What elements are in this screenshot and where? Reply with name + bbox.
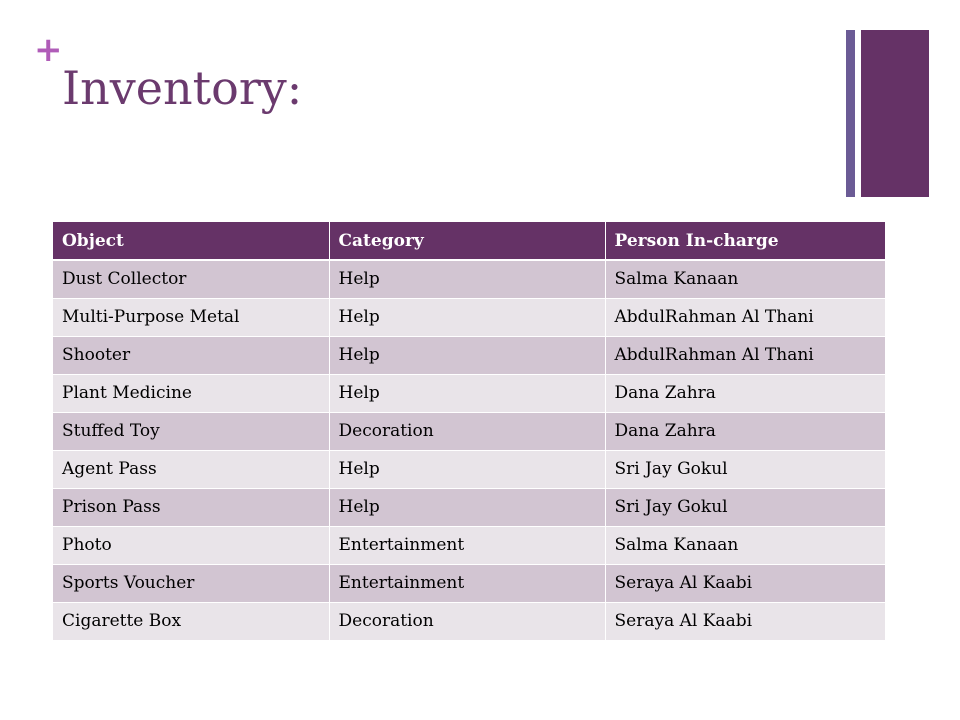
cell-category: Decoration (329, 602, 605, 640)
table-row (53, 602, 885, 640)
cell-object: Cigarette Box (53, 602, 329, 640)
cell-category: Entertainment (329, 526, 605, 564)
cell-person: Dana Zahra (605, 374, 885, 412)
cell-object: Stuffed Toy (53, 412, 329, 450)
cell-person: Sri Jay Gokul (605, 488, 885, 526)
cell-category: Help (329, 374, 605, 412)
cell-person: Seraya Al Kaabi (605, 564, 885, 602)
table-row (53, 450, 885, 488)
cell-person: Salma Kanaan (605, 526, 885, 564)
header-object: Object (53, 222, 329, 260)
cell-category: Help (329, 336, 605, 374)
table-row (53, 526, 885, 564)
decorative-bar-thin (846, 30, 855, 197)
table-row (53, 412, 885, 450)
cell-object: Sports Voucher (53, 564, 329, 602)
cell-person: Dana Zahra (605, 412, 885, 450)
header-category: Category (329, 222, 605, 260)
cell-category: Help (329, 488, 605, 526)
cell-person: AbdulRahman Al Thani (605, 336, 885, 374)
cell-category: Help (329, 260, 605, 298)
cell-object: Dust Collector (53, 260, 329, 298)
decorative-bar-thick (861, 30, 929, 197)
table-row (53, 260, 885, 298)
table-header-row (53, 222, 885, 260)
cell-object: Plant Medicine (53, 374, 329, 412)
table-row (53, 336, 885, 374)
table-row (53, 564, 885, 602)
cell-object: Agent Pass (53, 450, 329, 488)
cell-category: Entertainment (329, 564, 605, 602)
table-row (53, 298, 885, 336)
cell-person: Seraya Al Kaabi (605, 602, 885, 640)
cell-category: Help (329, 298, 605, 336)
plus-marker: + (34, 30, 63, 70)
cell-category: Help (329, 450, 605, 488)
cell-object: Multi-Purpose Metal (53, 298, 329, 336)
header-person-in-charge: Person In-charge (605, 222, 885, 260)
cell-object: Photo (53, 526, 329, 564)
cell-person: AbdulRahman Al Thani (605, 298, 885, 336)
table-row (53, 488, 885, 526)
slide-title: Inventory: (62, 61, 303, 115)
cell-person: Salma Kanaan (605, 260, 885, 298)
cell-person: Sri Jay Gokul (605, 450, 885, 488)
cell-category: Decoration (329, 412, 605, 450)
cell-object: Prison Pass (53, 488, 329, 526)
table-row (53, 374, 885, 412)
inventory-table (53, 222, 886, 641)
cell-object: Shooter (53, 336, 329, 374)
